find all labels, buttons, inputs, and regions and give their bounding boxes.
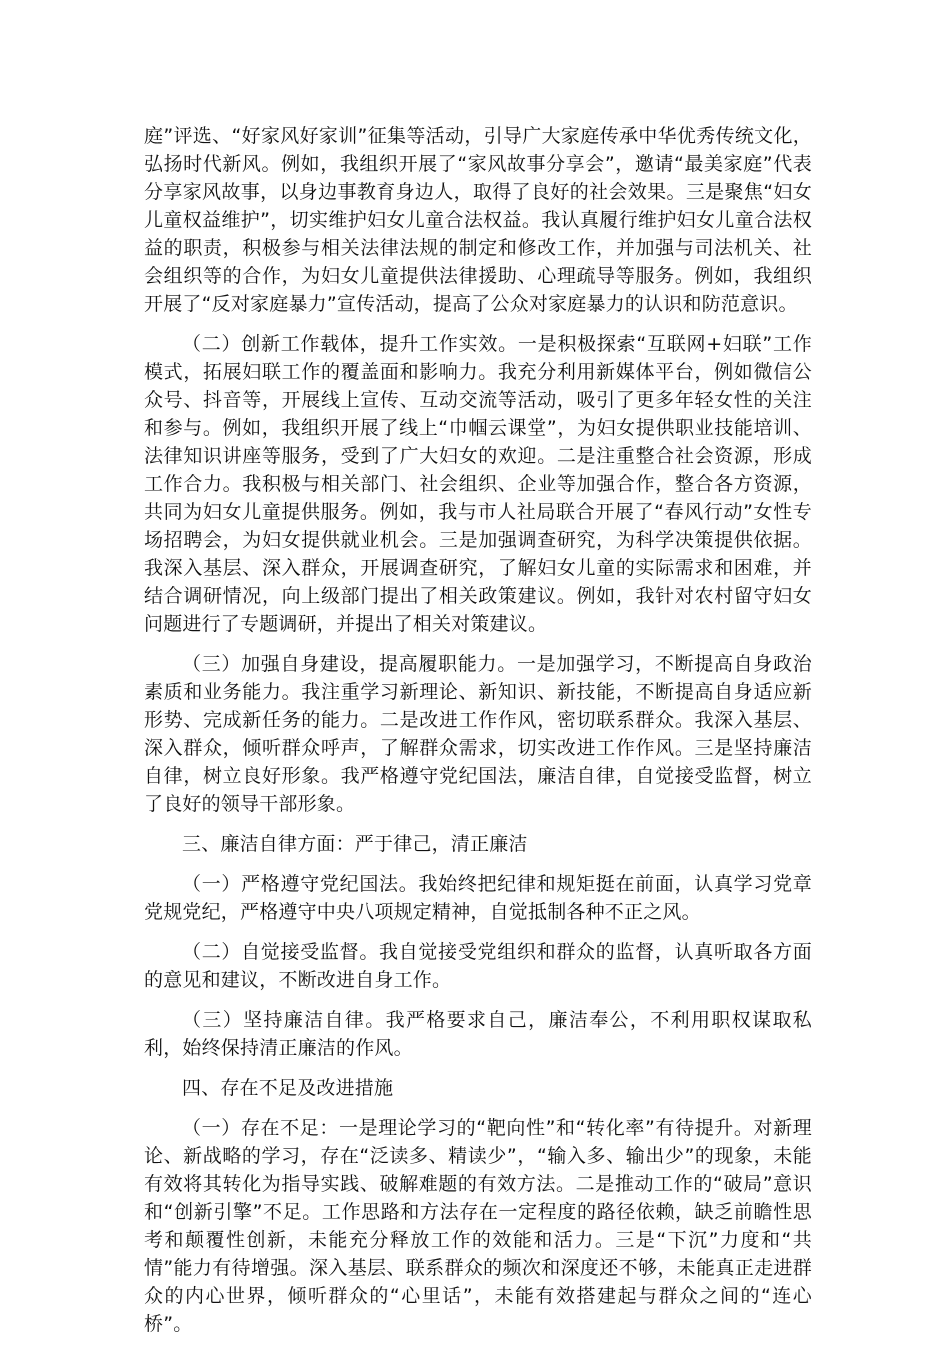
paragraph-shortcomings: （一）存在不足：一是理论学习的“靶向性”和“转化率”有待提升。对新理论、新战略的学习，存在“泛读多、精读少”，“输入多、输出少”的现象，未能有效将其转化为指导实践、破解难题的有效方法。二是推动工作的“破局”意识和“创新引擎”不足。工作思路和方法存在一定程度的路径依赖，缺乏前瞻性思考和颠覆性创新，未能充分释放工作的效能和活力。三是“下沉”力度和“共情”能力有待增强。深入基层、联系群众的频次和深度还不够，未能真正走进群众的内心世界，倾听群众的“心里话”，未能有效搭建起与群众之间的“连心桥”。	[144, 1117, 812, 1335]
section-heading-integrity: 三、廉洁自律方面：严于律己，清正廉洁	[182, 833, 528, 855]
section-heading-shortcomings: 四、存在不足及改进措施	[182, 1077, 394, 1099]
paragraph-innovation-carriers: （二）创新工作载体，提升工作实效。一是积极探索“互联网+妇联”工作模式，拓展妇联工作的覆盖面和影响力。我充分利用新媒体平台，例如微信公众号、抖音等，开展线上宣传、互动交流等活动，吸引了更多年轻女性的关注和参与。例如，我组织开展了线上“巾帼云课堂”，为妇女提供职业技能培训、法律知识讲座等服务，受到了广大妇女的欢迎。二是注重整合社会资源，形成工作合力。我积极与相关部门、社会组织、企业等加强合作，整合各方资源，共同为妇女儿童提供服务。例如，我与市人社局联合开展了“春风行动”女性专场招聘会，为妇女提供就业机会。三是加强调查研究，为科学决策提供依据。我深入基层、深入群众，开展调查研究，了解妇女儿童的实际需求和困难，并结合调研情况，向上级部门提出了相关政策建议。例如，我针对农村留守妇女问题进行了专题调研，并提出了相关对策建议。	[144, 333, 812, 635]
paragraph-integrity-self-discipline: （三）坚持廉洁自律。我严格要求自己，廉洁奉公，不利用职权谋取私利，始终保持清正廉洁的作风。	[144, 1009, 812, 1059]
paragraph-family-tradition-continued: 庭”评选、“好家风好家训”征集等活动，引导广大家庭传承中华优秀传统文化，弘扬时代新风。例如，我组织开展了“家风故事分享会”，邀请“最美家庭”代表分享家风故事，以身边事教育身边人，取得了良好的社会效果。三是聚焦“妇女儿童权益维护”，切实维护妇女儿童合法权益。我认真履行维护妇女儿童合法权益的职责，积极参与相关法律法规的制定和修改工作，并加强与司法机关、社会组织等的合作，为妇女儿童提供法律援助、心理疏导等服务。例如，我组织开展了“反对家庭暴力”宣传活动，提高了公众对家庭暴力的认识和防范意识。	[144, 125, 812, 315]
paragraph-accept-supervision: （二）自觉接受监督。我自觉接受党组织和群众的监督，认真听取各方面的意见和建议，不断改进自身工作。	[144, 941, 812, 991]
document-body	[144, 122, 812, 1346]
paragraph-obey-discipline: （一）严格遵守党纪国法。我始终把纪律和规矩挺在前面，认真学习党章党规党纪，严格遵守中央八项规定精神，自觉抵制各种不正之风。	[144, 873, 812, 923]
paragraph-self-building: （三）加强自身建设，提高履职能力。一是加强学习，不断提高自身政治素质和业务能力。我注重学习新理论、新知识、新技能，不断提高自身适应新形势、完成新任务的能力。二是改进工作作风，密切联系群众。我深入基层、深入群众，倾听群众呼声，了解群众需求，切实改进工作作风。三是坚持廉洁自律，树立良好形象。我严格遵守党纪国法，廉洁自律，自觉接受监督，树立了良好的领导干部形象。	[144, 653, 812, 815]
